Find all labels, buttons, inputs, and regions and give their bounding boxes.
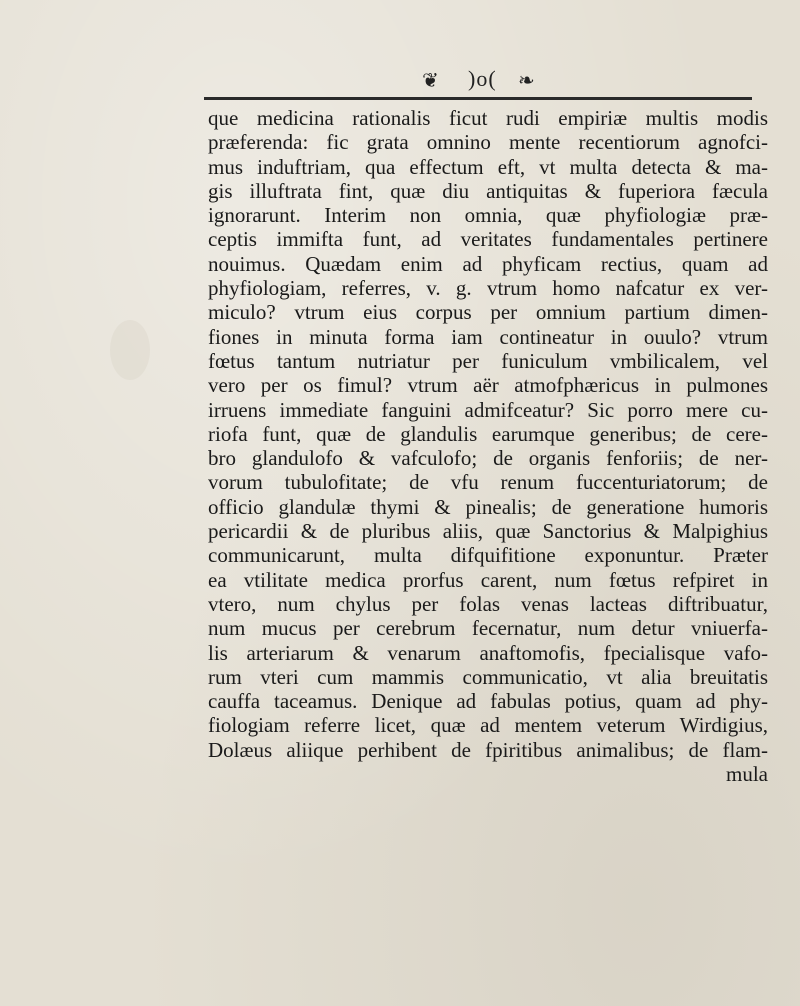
ornament-left-icon: ❦ — [422, 68, 439, 92]
text-line: fœtus tantum nutriatur per funiculum vmbilicalem, vel — [208, 348, 768, 373]
text-line: ea vtilitate medica prorfus carent, num fœtus refpiret in — [208, 567, 768, 592]
text-line: irruens immediate fanguini admifceatur? Sic porro mere cu- — [208, 397, 768, 422]
text-line: num mucus per cerebrum fecernatur, num detur vniuerfa- — [208, 616, 768, 641]
text-line: vero per os fimul? vtrum aër atmofphæricus in pulmones — [208, 373, 768, 398]
text-line: riofa funt, quæ de glandulis earumque generibus; de cere- — [208, 421, 768, 446]
page-marker: )o( — [468, 66, 497, 91]
text-line: mus induftriam, qua effectum eft, vt multa detecta & ma- — [208, 154, 768, 179]
text-line: fiones in minuta forma iam contineatur in ouulo? vtrum — [208, 324, 768, 349]
text-line: rum vteri cum mammis communicatio, vt alia breuitatis — [208, 664, 768, 689]
text-line: fiologiam referre licet, quæ ad mentem veterum Wirdigius, — [208, 713, 768, 738]
text-line: vorum tubulofitate; de vfu renum fuccenturiatorum; de — [208, 470, 768, 495]
text-line: Dolæus aliique perhibent de fpiritibus animalibus; de flam- — [208, 737, 768, 762]
catchword: mula — [726, 762, 768, 787]
text-line: pericardii & de pluribus aliis, quæ Sanctorius & Malpighius — [208, 519, 768, 544]
text-line: communicarunt, multa difquifitione exponuntur. Præter — [208, 543, 768, 568]
text-line: officio glandulæ thymi & pinealis; de generatione humoris — [208, 494, 768, 519]
text-line: cauffa taceamus. Denique ad fabulas potius, quam ad phy- — [208, 689, 768, 714]
text-line: lis arteriarum & venarum anaftomofis, fpecialisque vafo- — [208, 640, 768, 665]
text-line: vtero, num chylus per folas venas lacteas diftribuatur, — [208, 591, 768, 616]
header-rule — [204, 97, 752, 100]
text-line: gis illuftrata fint, quæ diu antiquitas & fuperiora fæcula — [208, 178, 768, 203]
text-line: phyfiologiam, referres, v. g. vtrum homo nafcatur ex ver- — [208, 276, 768, 301]
paper-stain — [110, 320, 150, 380]
ornament-right-icon: ❧ — [518, 68, 535, 92]
body-text — [208, 106, 768, 786]
text-line: que medicina rationalis ficut rudi empiriæ multis modis — [208, 106, 768, 130]
text-line: bro glandulofo & vafculofo; de organis fenforiis; de ner- — [208, 446, 768, 471]
text-line: præferenda: fic grata omnino mente recentiorum agnofci- — [208, 130, 768, 155]
text-line: miculo? vtrum eius corpus per omnium partium dimen- — [208, 300, 768, 325]
page-header — [200, 68, 760, 92]
text-line: ignorarunt. Interim non omnia, quæ phyfiologiæ præ- — [208, 203, 768, 228]
text-line: nouimus. Quædam enim ad phyficam rectius, quam ad — [208, 251, 768, 276]
text-line: ceptis immifta funt, ad veritates fundamentales pertinere — [208, 227, 768, 252]
